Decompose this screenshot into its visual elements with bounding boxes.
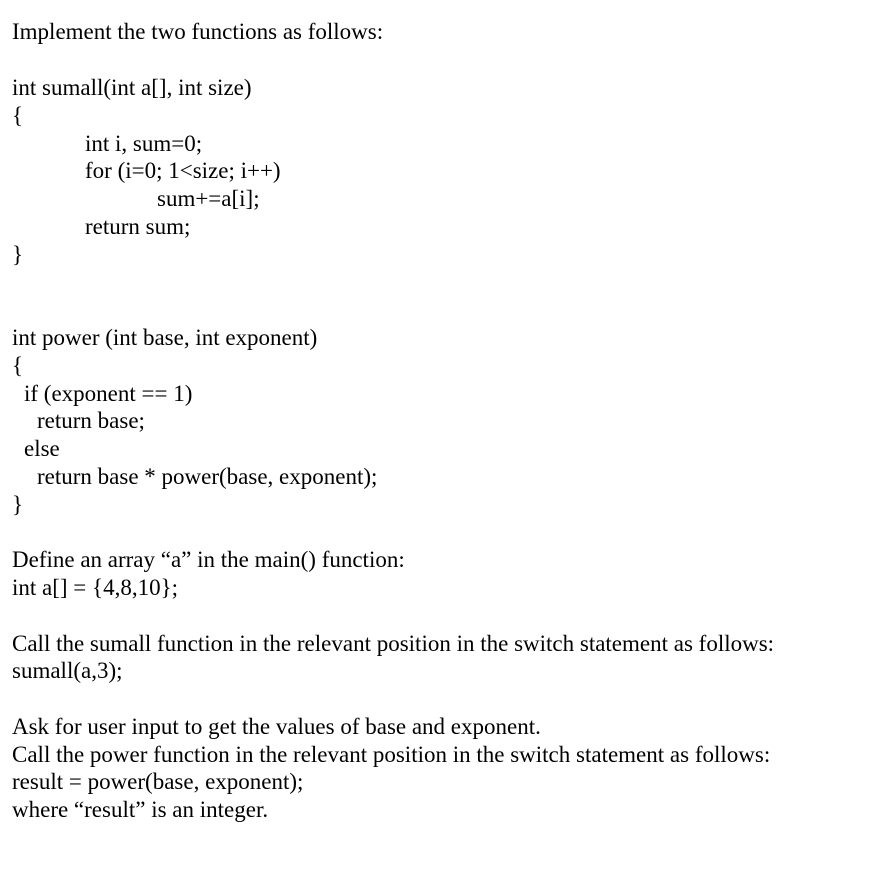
- array-instruction: Define an array “a” in the main() function:: [12, 547, 405, 572]
- sumall-call-code: sumall(a,3);: [12, 658, 123, 683]
- sumall-loop-body: sum+=a[i];: [157, 186, 260, 211]
- power-if-line: if (exponent == 1): [24, 381, 193, 406]
- sumall-declaration: int i, sum=0;: [85, 131, 203, 156]
- intro-text: Implement the two functions as follows:: [12, 19, 384, 44]
- sumall-for-loop: for (i=0; 1<size; i++): [85, 158, 281, 183]
- power-call-instruction: Call the power function in the relevant position in the switch statement as follows:: [12, 742, 771, 767]
- result-note: where “result” is an integer.: [12, 797, 269, 822]
- sumall-return: return sum;: [85, 214, 191, 239]
- array-code: int a[] = {4,8,10};: [12, 575, 178, 600]
- power-else-line: else: [24, 436, 60, 461]
- power-return-base: return base;: [37, 408, 145, 433]
- power-signature: int power (int base, int exponent): [12, 325, 318, 350]
- power-open-brace: {: [12, 353, 24, 378]
- user-input-instruction: Ask for user input to get the values of base and exponent.: [12, 714, 541, 739]
- sumall-signature: int sumall(int a[], int size): [12, 75, 252, 100]
- sumall-open-brace: {: [12, 103, 24, 128]
- sumall-call-instruction: Call the sumall function in the relevant position in the switch statement as follows:: [12, 631, 775, 656]
- power-return-recursive: return base * power(base, exponent);: [37, 464, 378, 489]
- power-call-code: result = power(base, exponent);: [12, 769, 304, 794]
- sumall-close-brace: }: [12, 242, 24, 267]
- power-close-brace: }: [12, 492, 24, 517]
